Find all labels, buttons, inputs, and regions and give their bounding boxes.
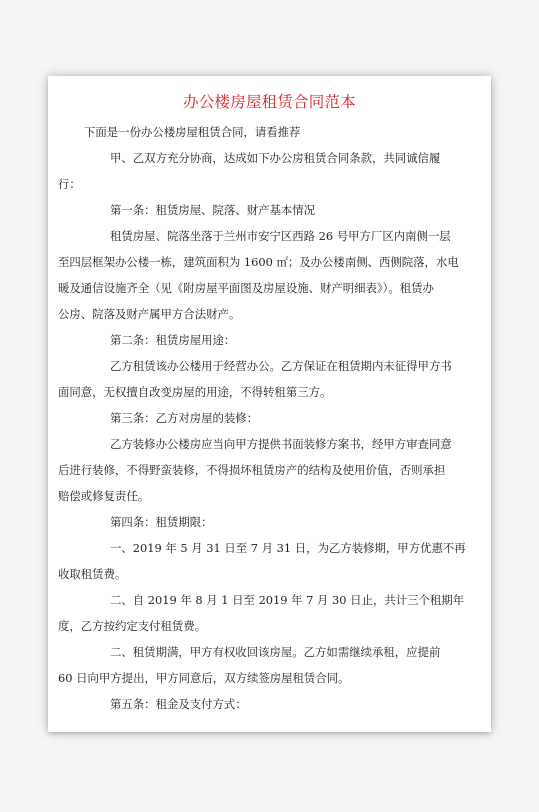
text-line: 乙方租赁该办公楼用于经营办公。乙方保证在租赁期内未征得甲方书 [110, 359, 452, 373]
text-line: 下面是一份办公楼房屋租赁合同，请看推荐 [84, 125, 301, 139]
text-line: 度，乙方按约定支付租赁费。 [58, 619, 207, 633]
text-line: 60 日向甲方提出，甲方同意后，双方续签房屋租赁合同。 [58, 671, 350, 685]
text-line: 行： [58, 177, 81, 191]
text-line: 第一条：租赁房屋、院落、财产基本情况 [110, 203, 316, 217]
document-body [58, 119, 485, 717]
text-line: 暖及通信设施齐全（见《附房屋平面图及房屋设施、财产明细表》）。租赁办 [58, 281, 434, 295]
text-line: 第五条：租金及支付方式： [110, 697, 247, 711]
document-page [48, 76, 491, 732]
document-title: 办公楼房屋租赁合同范本 [183, 93, 356, 111]
text-line: 一、2019 年 5 月 31 日至 7 月 31 日，为乙方装修期，甲方优惠不再 [110, 541, 466, 555]
text-line: 乙方装修办公楼房应当向甲方提供书面装修方案书，经甲方审查同意 [110, 437, 452, 451]
text-line: 第三条：乙方对房屋的装修： [110, 411, 259, 425]
text-line: 甲、乙双方充分协商，达成如下办公房租赁合同条款，共同诚信履 [110, 151, 441, 165]
text-line: 二、租赁期满，甲方有权收回该房屋。乙方如需继续承租，应提前 [110, 645, 441, 659]
text-line: 后进行装修，不得野蛮装修，不得损坏租赁房产的结构及使用价值，否则承担 [58, 463, 446, 477]
text-line: 赔偿或修复责任。 [58, 489, 150, 503]
text-line: 至四层框架办公楼一栋，建筑面积为 1600 ㎡；及办公楼南侧、西侧院落，水电 [58, 255, 459, 269]
text-line: 公房、院落及财产属甲方合法财产。 [58, 307, 241, 321]
text-line: 第四条：租赁期限： [110, 515, 213, 529]
text-line: 第二条：租赁房屋用途： [110, 333, 236, 347]
text-line: 租赁房屋、院落坐落于兰州市安宁区西路 26 号甲方厂区内南侧一层 [110, 229, 451, 243]
text-line: 面同意，无权擅自改变房屋的用途，不得转租第三方。 [58, 385, 332, 399]
text-line: 收取租赁费。 [58, 567, 127, 581]
text-line: 二、自 2019 年 8 月 1 日至 2019 年 7 月 30 日止，共计三个租期年 [110, 593, 465, 607]
